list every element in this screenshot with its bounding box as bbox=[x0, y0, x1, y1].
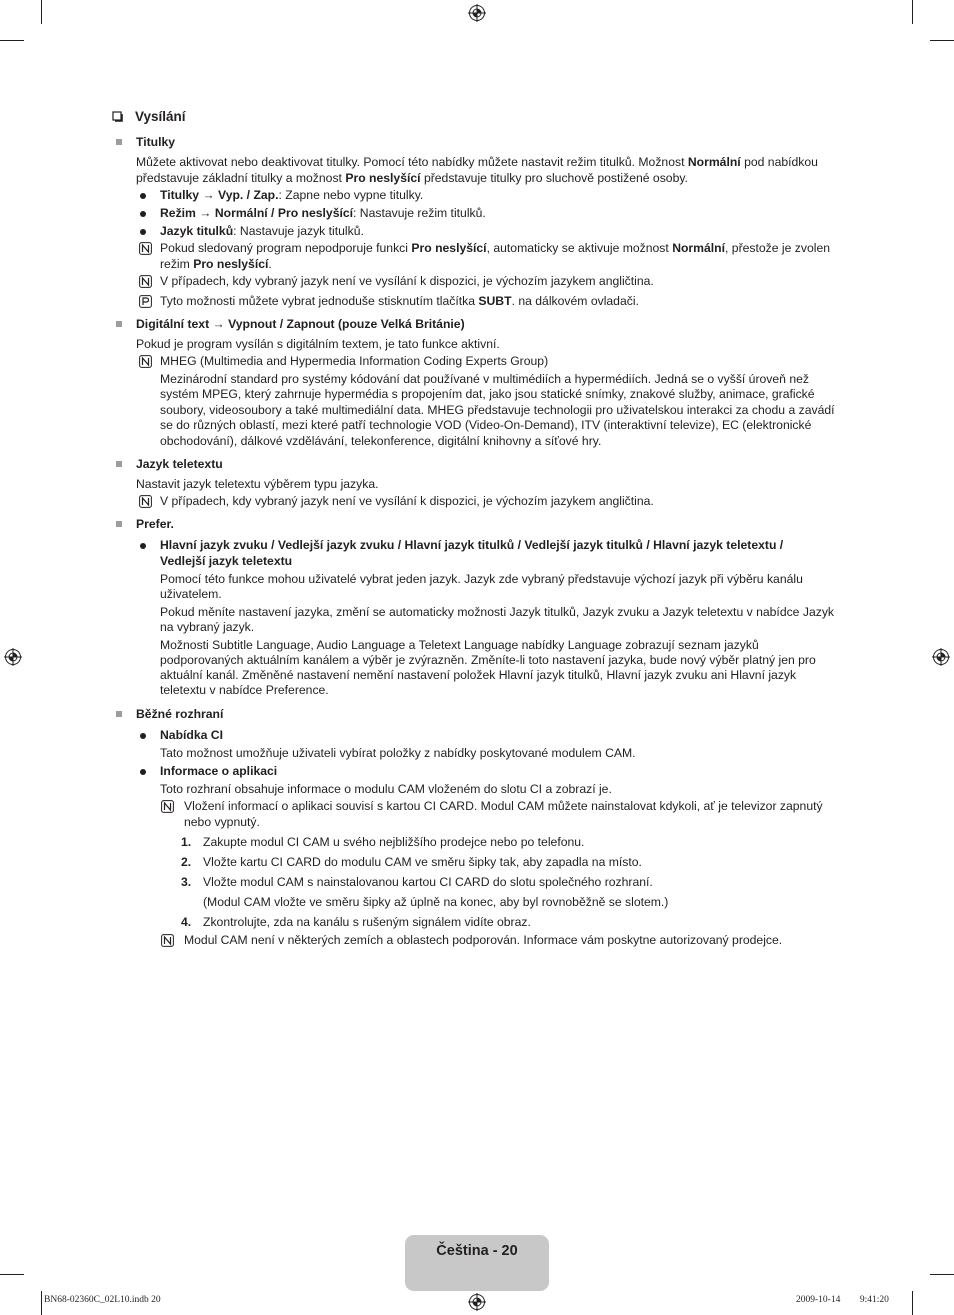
step-text: Vložte modul CAM s nainstalovanou kartou CI CARD do slotu společného rozhraní. bbox=[203, 875, 653, 889]
paragraph: podporovaných aktuálním kanálem a výběr je zvýrazněn. Změníte-li toto nastavení jazyka, bude nový výběr platný jen pro bbox=[160, 653, 816, 667]
teletext-heading: Jazyk teletextu bbox=[136, 457, 223, 471]
bullet-icon bbox=[140, 229, 146, 235]
note-text: V případech, kdy vybraný jazyk není ve vysílání k dispozici, je výchozím jazykem angličtina. bbox=[160, 494, 654, 508]
titulky-heading: Titulky bbox=[136, 135, 176, 149]
paragraph: aktuální kanál. Změněné nastavení nemění nastavení položek Hlavní jazyk titulků, Hlavní jazyk zvuku ani Hlavní jazyk bbox=[160, 668, 797, 682]
note-icon bbox=[161, 800, 174, 813]
note-text: nebo vypnutý. bbox=[184, 815, 260, 829]
paragraph: uživatelem. bbox=[160, 587, 222, 601]
bullet-icon bbox=[140, 193, 146, 199]
note-icon bbox=[139, 495, 152, 508]
bullet-item: Nabídka CI bbox=[160, 728, 223, 742]
bullet-item: Jazyk titulků: Nastavuje jazyk titulků. bbox=[160, 224, 364, 238]
paragraph: představuje základní titulky a možnost Pro neslyšící představuje titulky pro sluchově postižené osoby. bbox=[136, 171, 688, 185]
square-bullet-icon bbox=[116, 521, 122, 527]
square-bullet-icon bbox=[116, 321, 122, 327]
step-number: 2. bbox=[181, 855, 192, 869]
paragraph: Pokud je program vysílán s digitálním textem, je tato funkce aktivní. bbox=[136, 337, 500, 351]
crop-mark bbox=[0, 1274, 24, 1275]
paragraph: Tato možnost umožňuje uživateli vybírat položky z nabídky poskytované modulem CAM. bbox=[160, 746, 636, 760]
crop-mark bbox=[912, 0, 913, 24]
note-text: Pokud sledovaný program nepodporuje funkci Pro neslyšící, automaticky se aktivuje možnost Normální, přestože je zvolen bbox=[160, 241, 831, 255]
paragraph: Toto rozhraní obsahuje informace o modulu CAM vloženém do slotu CI a zobrazí je. bbox=[160, 782, 612, 796]
note-icon bbox=[139, 355, 152, 368]
paragraph: obchodování), dálkové vzdělávání, telekonference, digitální knihovny a síťové hry. bbox=[160, 434, 602, 448]
crop-mark bbox=[930, 1274, 954, 1275]
paragraph: Mezinárodní standard pro systémy kódování dat používané v multimédiích a hypermédiích. Jedná se o vyšší úroveň než bbox=[160, 372, 809, 386]
crop-mark bbox=[0, 40, 24, 41]
paragraph: na vybraný jazyk. bbox=[160, 620, 255, 634]
digital-text-heading: Digitální text → Vypnout / Zapnout (pouze Velká Británie) bbox=[136, 317, 465, 331]
step-text: Zakupte modul CI CAM u svého nejbližšího prodejce nebo po telefonu. bbox=[203, 835, 585, 849]
print-slug-left: BN68-02360C_02L10.indb 20 bbox=[44, 1295, 161, 1305]
section-title: Vysílání bbox=[135, 109, 186, 124]
paragraph: systém MPEG, který zahrnuje hypermédia s propojením dat, jako jsou statické snímky, znakové služby, animace, grafické bbox=[160, 387, 815, 401]
bullet-icon bbox=[140, 769, 146, 775]
paragraph: Pomocí této funkce mohou uživatelé vybrat jeden jazyk. Jazyk zde vybraný představuje výchozí jazyk při výběru kanálu bbox=[160, 572, 803, 586]
note-icon bbox=[139, 275, 152, 288]
note-text: MHEG (Multimedia and Hypermedia Information Coding Experts Group) bbox=[160, 354, 549, 368]
paragraph: Možnosti Subtitle Language, Audio Language a Teletext Language nabídky Language zobrazují seznam jazyků bbox=[160, 638, 759, 652]
page-number-label: Čeština - 20 bbox=[436, 1243, 518, 1259]
checkbox-bullet-icon bbox=[112, 111, 124, 123]
square-bullet-icon bbox=[116, 139, 122, 145]
bullet-icon bbox=[140, 543, 146, 549]
paragraph: Můžete aktivovat nebo deaktivovat titulky. Pomocí této nabídky můžete nastavit režim titulků. Možnost Normální pod nabídkou bbox=[136, 155, 818, 169]
note-text: režim Pro neslyšící. bbox=[160, 257, 272, 271]
note-text: Modul CAM není v některých zemích a oblastech podporován. Informace vám poskytne autorizovaný prodejce. bbox=[184, 933, 783, 947]
note-icon bbox=[161, 934, 174, 947]
paragraph: se do různých oblastí, mezi které patří technologie VOD (Video-On-Demand), ITV (interaktivní televize), EC (elektronické bbox=[160, 418, 812, 432]
bullet-item: Režim → Normální / Pro neslyšící: Nastavuje režim titulků. bbox=[160, 206, 486, 220]
bullet-item: Vedlejší jazyk teletextu bbox=[160, 554, 293, 568]
ci-heading: Běžné rozhraní bbox=[136, 707, 224, 721]
paragraph: teletextu v nabídce Preference. bbox=[160, 683, 329, 697]
crop-mark bbox=[41, 1291, 42, 1315]
square-bullet-icon bbox=[116, 461, 122, 467]
square-bullet-icon bbox=[116, 711, 122, 717]
note-text: Tyto možnosti můžete vybrat jednoduše stisknutím tlačítka SUBT. na dálkovém ovladači. bbox=[160, 294, 639, 308]
bullet-item: Titulky → Vyp. / Zap.: Zapne nebo vypne titulky. bbox=[160, 188, 424, 202]
note-icon bbox=[139, 242, 152, 255]
paragraph: soubory, videosoubory a také multimediální data. MHEG představuje technologii pro uživatelskou interakci za chodu a zavádí bbox=[160, 403, 835, 417]
step-number: 1. bbox=[181, 835, 192, 849]
prefer-heading: Prefer. bbox=[136, 517, 174, 531]
step-text: Vložte kartu CI CARD do modulu CAM ve směru šipky tak, aby zapadla na místo. bbox=[203, 855, 642, 869]
bullet-icon bbox=[140, 733, 146, 739]
step-number: 4. bbox=[181, 915, 192, 929]
step-number: 3. bbox=[181, 875, 192, 889]
crop-mark bbox=[41, 0, 42, 24]
paragraph: Nastavit jazyk teletextu výběrem typu jazyka. bbox=[136, 477, 379, 491]
registration-mark-icon bbox=[932, 648, 950, 666]
registration-mark-icon bbox=[468, 1293, 486, 1311]
note-text: V případech, kdy vybraný jazyk není ve vysílání k dispozici, je výchozím jazykem angličtina. bbox=[160, 274, 654, 288]
step-text: (Modul CAM vložte ve směru šipky až úplně na konec, aby byl rovnoběžně se slotem.) bbox=[203, 895, 669, 909]
bullet-icon bbox=[140, 211, 146, 217]
note-text: Vložení informací o aplikaci souvisí s kartou CI CARD. Modul CAM můžete nainstalovat kdykoli, ať je televizor zapnutý bbox=[184, 799, 823, 813]
bullet-item: Informace o aplikaci bbox=[160, 764, 278, 778]
crop-mark bbox=[912, 1291, 913, 1315]
step-text: Zkontrolujte, zda na kanálu s rušeným signálem vidíte obraz. bbox=[203, 915, 531, 929]
crop-mark bbox=[930, 40, 954, 41]
registration-mark-icon bbox=[468, 4, 486, 22]
paragraph: Pokud měníte nastavení jazyka, změní se automaticky možnosti Jazyk titulků, Jazyk zvuku a Jazyk teletextu v nabídce Jazyk bbox=[160, 605, 835, 619]
registration-mark-icon bbox=[4, 648, 22, 666]
bullet-item: Hlavní jazyk zvuku / Vedlejší jazyk zvuku / Hlavní jazyk titulků / Vedlejší jazyk titulků / Hlavní jazyk teletextu / bbox=[160, 538, 784, 552]
print-slug-right: 2009-10-14 􀀀􀀀 9:41:20 bbox=[796, 1295, 889, 1305]
remote-button-icon bbox=[139, 295, 152, 308]
